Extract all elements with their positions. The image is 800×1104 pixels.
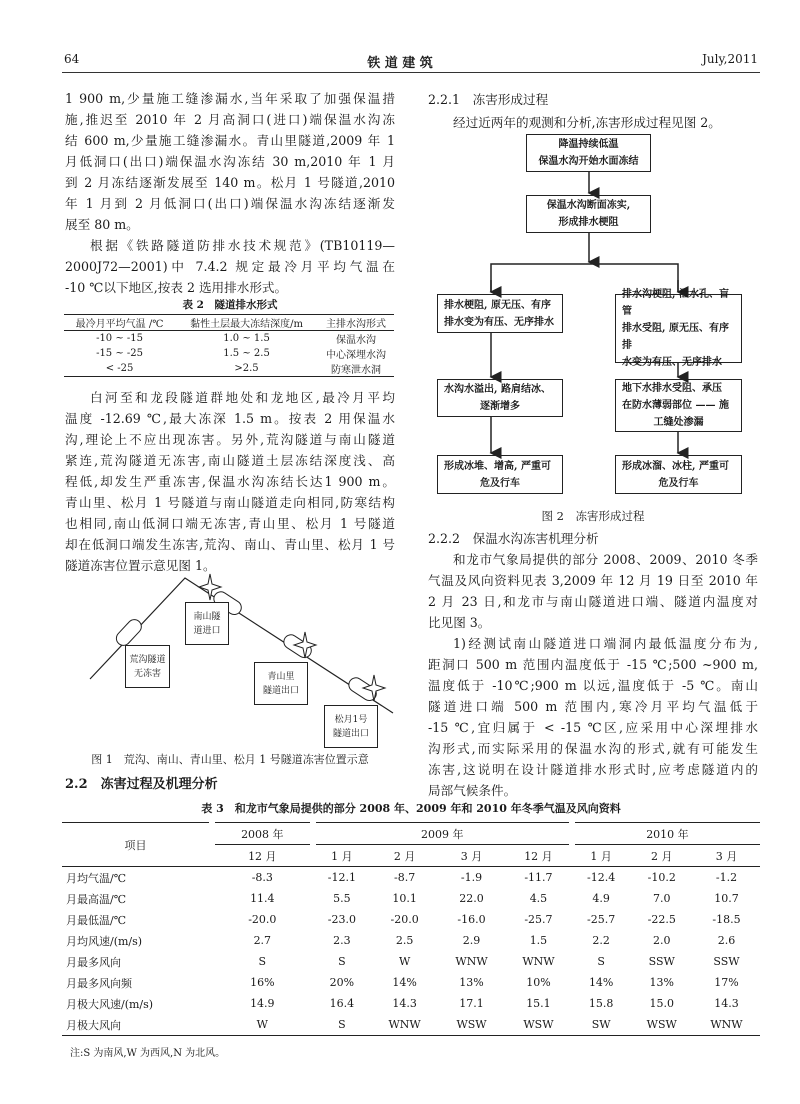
table3-cell: 7.0 (652, 892, 671, 905)
cell: >2.5 (234, 363, 259, 374)
text-line: 1)经测试南山隧道进口端洞内最低温度分布为, (453, 636, 758, 651)
table3-cell: -1.9 (460, 871, 483, 884)
table3-cell: 17.1 (459, 997, 484, 1010)
table3-row (62, 909, 760, 930)
table3-cell: 14.3 (392, 997, 417, 1010)
left-paragraph-3 (65, 387, 395, 576)
section-2-2-heading: 2.2 冻害过程及机理分析 (65, 777, 218, 792)
box-line: 排水梗阻, 原无压、有序 (444, 299, 551, 311)
cell: 1.0 ~ 1.5 (223, 333, 270, 344)
text-line: 青山里、松月 1 号隧道与南山隧道走向相同,防寒结构 (65, 495, 395, 510)
cell: < -25 (105, 363, 134, 374)
flow-box-right-3 (615, 455, 742, 494)
table2-header: 最冷月平均气温 /℃ (75, 319, 164, 330)
table3-cell: S (258, 955, 267, 968)
table3-cell: 14% (588, 976, 614, 989)
text-line: 沟形式,而实际采用的保温水沟的形式,就有可能发生 (428, 741, 758, 756)
table3-cell: S (338, 955, 346, 968)
cell: 防寒泄水洞 (331, 365, 381, 376)
text-line: 经过近两年的观测和分析,冻害形成过程见图 2。 (453, 115, 721, 130)
row-label: 月最多风向 (66, 955, 121, 969)
table3-cell: SSW (648, 955, 675, 968)
text-line: 比见图 3。 (428, 615, 491, 630)
table3-month-header: 1 月 (331, 849, 353, 863)
table3-month-header: 1 月 (590, 849, 612, 863)
table3-item-header: 项目 (124, 838, 147, 852)
table3-cell: WNW (455, 955, 488, 968)
issue-date: July,2011 (702, 52, 758, 66)
table3-cell: 17% (714, 976, 739, 989)
label-line: 道进口 (193, 625, 221, 636)
text-line: 温度低于 -10℃;900 m 以远,温度低于 -5 ℃。南山 (428, 678, 758, 693)
table3-year-header: 2008 年 (212, 823, 313, 845)
table3-cell: WNW (522, 955, 555, 968)
text-line: 结 600 m,少量施工缝渗漏水。青山里隧道,2009 年 1 (65, 133, 395, 148)
table3-cell: -25.7 (587, 913, 616, 926)
cell: 保温水沟 (336, 335, 376, 346)
table3-cell: 13% (459, 976, 484, 989)
table3-cell: 4.5 (529, 892, 548, 905)
table3-cell: 13% (649, 976, 674, 989)
table3-cell: S (597, 955, 605, 968)
left-paragraph-2 (65, 235, 395, 298)
box-line: 危及行车 (658, 477, 699, 489)
box-line: 逐渐增多 (480, 401, 520, 412)
label-songyue-exit (324, 705, 378, 748)
label-huanggou (125, 645, 170, 688)
cell: 中心深埋水沟 (326, 350, 386, 361)
text-line: 到 2 月冻结逐渐发展至 140 m。松月 1 号隧道,2010 (65, 175, 395, 190)
table3-cell: -1.2 (715, 871, 738, 884)
table3-cell: -10.2 (647, 871, 676, 884)
table2-title: 表 2 隧道排水形式 (182, 299, 278, 311)
table3-cell: 22.0 (459, 892, 484, 905)
table3-month-header: 3 月 (460, 849, 483, 863)
box-line: 形成排水梗阻 (558, 217, 619, 228)
table3-row (62, 951, 760, 972)
cell: 1.5 ~ 2.5 (223, 348, 270, 359)
box-line: 工缝处渗漏 (653, 417, 704, 428)
table3-cell: 10.1 (392, 892, 417, 905)
table3-cell: -12.4 (587, 871, 616, 884)
table3-cell: -8.3 (251, 871, 273, 884)
text-line: 2 月 23 日,和龙市与南山隧道进口端、隧道内温度对 (428, 594, 758, 609)
text-line: 局部气候条件。 (428, 783, 517, 798)
label-line: 青山里 (267, 671, 295, 682)
box-line: 危及行车 (480, 477, 520, 489)
table3-cell: 16% (250, 976, 275, 989)
subsection-2-2-1-heading: 2.2.1 冻害形成过程 (428, 92, 549, 107)
table3-cell: SSW (713, 955, 740, 968)
table3-cell: 2.0 (652, 934, 671, 947)
text-line: 也相同,南山低洞口端无冻害,青山里、松月 1 号隧道 (65, 516, 395, 531)
table3-cell: 10% (526, 976, 551, 989)
text-line: 程低,却发生严重冻害,保温水沟冻结长达1 900 m。 (65, 474, 395, 489)
flow-box-right-2 (615, 379, 742, 432)
table3-cell: -20.0 (248, 913, 277, 926)
flow-box-cooling (526, 134, 651, 172)
table3-row (62, 867, 760, 889)
right-paragraph-3 (428, 633, 758, 801)
table3-year-header: 2009 年 (313, 823, 572, 845)
table3-row (62, 972, 760, 993)
table2-row (64, 361, 394, 377)
table3-cell: 1.5 (529, 934, 548, 947)
flow-box-left-3 (437, 455, 563, 494)
cell: -10 ~ -15 (96, 333, 144, 344)
box-line: 水变为有压、无序排水 (622, 357, 722, 368)
text-line: 年 1 月到 2 月低洞口(出口)端保温水沟冻结逐渐发 (65, 196, 395, 211)
table3-cell: 16.4 (329, 997, 355, 1010)
cell: -15 ~ -25 (96, 348, 144, 359)
table3-cell: SW (591, 1018, 611, 1031)
text-line: 月低洞口(出口)端保温水沟冻结 30 m,2010 年 1 月 (65, 154, 395, 169)
box-line: 形成冰堆、增高, 严重可 (444, 460, 551, 472)
box-line: 形成冰溜、冰柱, 严重可 (622, 460, 729, 472)
table3-cell: WSW (646, 1018, 677, 1031)
table3-cell: 2.5 (395, 934, 414, 947)
right-paragraph-2 (428, 549, 758, 633)
text-line: 却在低洞口端发生冻害,荒沟、南山、青山里、松月 1 号 (65, 537, 395, 552)
table3-cell: 2.2 (592, 934, 610, 947)
table3-cell: 5.5 (333, 892, 351, 905)
table3-cell: WSW (456, 1018, 487, 1031)
flow-box-right-1 (615, 289, 742, 368)
table3-cell: -8.7 (394, 871, 416, 884)
box-line: 排水沟梗阻, 泄水孔、盲管 (622, 289, 729, 317)
box-line: 水沟水溢出, 路肩结冰、 (444, 384, 551, 395)
table3-cell: -20.0 (390, 913, 419, 926)
box-line: 排水受阻, 原无压、有序排 (622, 323, 729, 351)
table3-cell: 15.8 (588, 997, 614, 1010)
text-line: 根据《铁路隧道防排水技术规范》(TB10119— (90, 238, 395, 253)
table3-cell: 2.6 (717, 934, 736, 947)
table3-cell: -12.1 (327, 871, 356, 884)
row-label: 月极大风向 (66, 1018, 121, 1032)
table3-cell: 15.1 (526, 997, 551, 1010)
text-line: -15 ℃,宜归属于 < -15 ℃区,应采用中心深埋排水 (428, 720, 758, 735)
flow-box-left-1 (437, 294, 563, 333)
table3-cell: S (338, 1018, 346, 1031)
table3-cell: WSW (523, 1018, 554, 1031)
label-line: 无冻害 (133, 668, 161, 679)
table3-cell: WNW (710, 1018, 743, 1031)
box-line: 降温持续低温 (558, 139, 619, 150)
label-line: 松月1号 (334, 714, 368, 725)
table3-year-header: 2010 年 (572, 823, 760, 845)
row-label: 月均风速/(m/s) (66, 934, 143, 948)
text-line: 冻害,这说明在设计隧道排水形式时,应考虑隧道内的 (428, 762, 758, 777)
table3-month-header: 12 月 (248, 849, 277, 863)
figure1-caption: 图 1 荒沟、南山、青山里、松月 1 号隧道冻害位置示意 (91, 753, 369, 766)
label-line: 隧道出口 (262, 685, 299, 696)
text-line: 2000J72—2001)中 7.4.2 规定最冷月平均气温在 (65, 259, 395, 274)
text-line: 白河至和龙段隧道群地处和龙地区,最冷月平均 (90, 390, 395, 405)
table3-month-header: 2 月 (650, 849, 673, 863)
table3-cell: W (256, 1018, 268, 1031)
text-line: 距洞口 500 m 范围内温度低于 -15 ℃;500 ~900 m, (428, 657, 758, 672)
table3-cell: -11.7 (524, 871, 553, 884)
box-line: 保温水沟开始水面冻结 (538, 156, 639, 167)
table2-row (64, 346, 394, 361)
table2-row (64, 331, 394, 347)
text-line: 展至 80 m。 (65, 217, 139, 232)
text-line: 隧道进口端 500 m 范围内,寒冷月平均气温低于 (428, 699, 758, 714)
box-line: 排水变为有压、无序排水 (444, 316, 554, 328)
page-number: 64 (64, 52, 80, 66)
box-line: 地下水排水受阻、承压 (622, 383, 722, 394)
journal-title: 铁 道 建 筑 (367, 56, 433, 71)
table3-cell: 4.9 (592, 892, 610, 905)
text-line: 和龙市气象局提供的部分 2008、2009、2010 冬季 (453, 552, 758, 567)
box-line: 保温水沟断面冻实, (546, 200, 631, 211)
figure2-caption: 图 2 冻害形成过程 (541, 509, 645, 523)
tunnel-huanggou (114, 617, 145, 648)
table3-row (62, 930, 760, 951)
row-label: 月极大风速/(m/s) (66, 997, 154, 1011)
text-line: 温度 -12.69 ℃,最大冻深 1.5 m。按表 2 用保温水 (65, 411, 395, 426)
table2-header: 主排水沟形式 (326, 319, 386, 330)
table3-month-header: 12 月 (524, 849, 553, 863)
table3-row (62, 993, 760, 1014)
label-qingshanli-exit (254, 662, 308, 705)
table2 (64, 314, 394, 377)
table3-cell: -18.5 (712, 913, 741, 926)
table3-cell: W (398, 955, 411, 968)
table3 (62, 822, 760, 1036)
table3-row (62, 1014, 760, 1036)
label-nanshan-entrance (185, 602, 229, 645)
flow-box-left-2 (437, 379, 563, 417)
table3-cell: 2.7 (253, 934, 272, 947)
table3-month-header: 3 月 (715, 849, 738, 863)
table3-title: 表 3 和龙市气象局提供的部分 2008 年、2009 年和 2010 年冬季气温及风向资料 (201, 802, 621, 815)
label-line: 隧道出口 (332, 728, 369, 739)
text-line: -10 ℃以下地区,按表 2 选用排水形式。 (65, 280, 288, 295)
table3-row (62, 888, 760, 909)
table3-cell: 14% (392, 976, 417, 989)
row-label: 月最低温/℃ (66, 913, 127, 927)
box-line: 在防水薄弱部位 —— 施 (622, 400, 729, 411)
subsection-2-2-2-heading: 2.2.2 保温水沟冻害机理分析 (428, 531, 599, 546)
row-label: 月均气温/℃ (66, 871, 127, 885)
table3-cell: 15.0 (649, 997, 674, 1010)
left-paragraph-1 (65, 88, 395, 235)
table3-cell: 14.9 (250, 997, 275, 1010)
table3-cell: -25.7 (524, 913, 553, 926)
table3-cell: 2.9 (462, 934, 481, 947)
table3-cell: WNW (388, 1018, 421, 1031)
table3-month-header: 2 月 (393, 849, 416, 863)
table2-header: 黏性土层最大冻结深度/m (190, 319, 303, 330)
table3-cell: -16.0 (457, 913, 486, 926)
table3-cell: 20% (329, 976, 355, 989)
table3-cell: 2.3 (333, 934, 351, 947)
table3-cell: 11.4 (250, 892, 275, 905)
table3-cell: -22.5 (647, 913, 676, 926)
text-line: 紧连,荒沟隧道无冻害,南山隧道土层冻结深度浅、高 (65, 453, 395, 468)
text-line: 气温及风向资料见表 3,2009 年 12 月 19 日至 2010 年 (428, 573, 758, 588)
table3-cell: -23.0 (327, 913, 356, 926)
header-rule (62, 72, 760, 73)
text-line: 隧道冻害位置示意见图 1。 (65, 558, 216, 573)
label-line: 荒沟隧道 (129, 654, 166, 665)
table3-note: 注:S 为南风,W 为西风,N 为北风。 (70, 1048, 226, 1059)
flow-box-frozen-section (526, 195, 651, 233)
table3-cell: 14.3 (714, 997, 739, 1010)
text-line: 施,推迟至 2010 年 2 月高洞口(进口)端保温水沟冻 (65, 112, 395, 127)
text-line: 1 900 m,少量施工缝渗漏水,当年采取了加强保温措 (65, 91, 395, 106)
row-label: 月最多风向频 (66, 976, 132, 990)
table3-cell: 10.7 (714, 892, 739, 905)
text-line: 沟,理论上不应出现冻害。另外,荒沟隧道与南山隧道 (65, 432, 395, 447)
label-line: 南山隧 (193, 611, 221, 622)
row-label: 月最高温/℃ (66, 892, 127, 906)
